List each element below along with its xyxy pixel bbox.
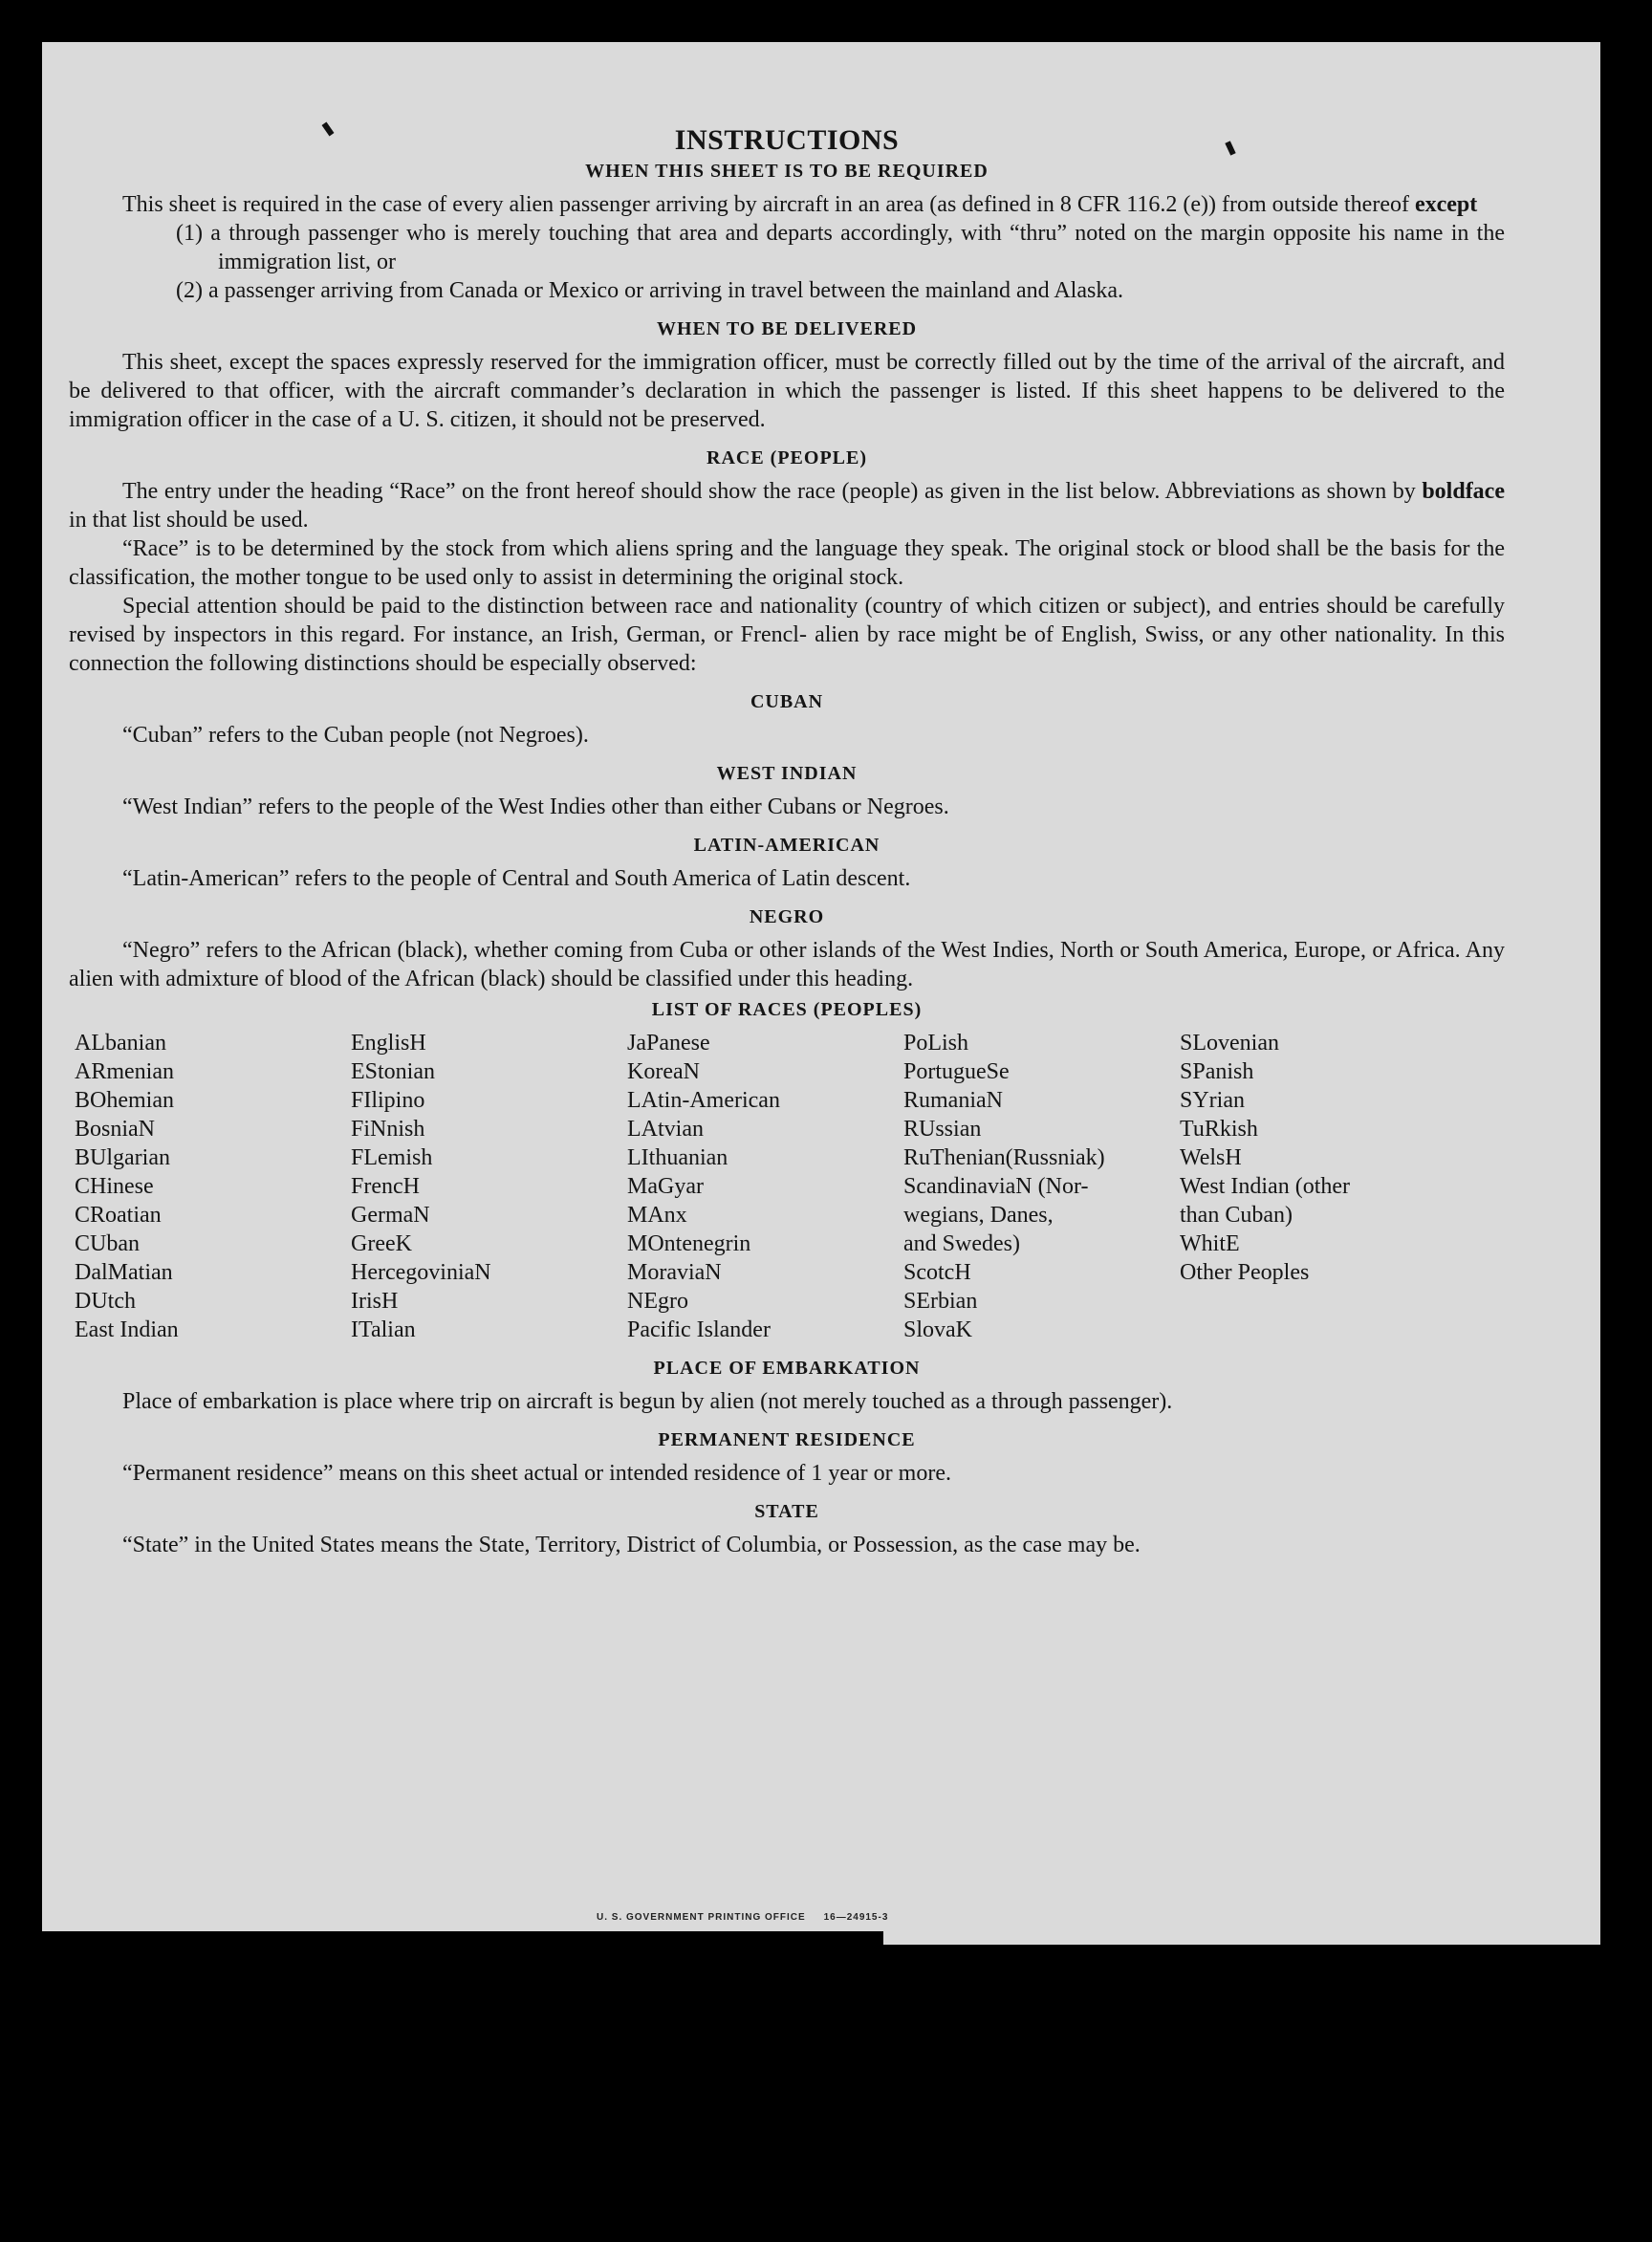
race-entry: NEgro [627,1289,688,1314]
race-entry: LAtvian [627,1117,704,1142]
heading-permanent-residence: PERMANENT RESIDENCE [658,1429,916,1450]
heading-delivered: WHEN TO BE DELIVERED [656,318,918,339]
except-word: except [1414,192,1478,217]
race-entry: ITalian [351,1317,416,1342]
race-entry: MaGyar [627,1174,704,1199]
heading-list-of-races: LIST OF RACES (PEOPLES) [651,999,923,1020]
west-indian-text: “West Indian” refers to the people of the West Indies other than either Cubans or Negroes. [122,794,949,819]
race-entry: MAnx [627,1203,687,1228]
required-item-1: (1) a through passenger who is merely touching that area and departs accordingly, with “thru” noted on the margin opposite his name in the immigration list, or [176,221,1505,274]
race-entry: GermaN [351,1203,430,1228]
race-entry: PortugueSe [903,1059,1010,1084]
race-entry: ALbanian [75,1031,166,1056]
race-entry: MOntenegrin [627,1231,751,1256]
race-entry: SYrian [1180,1088,1245,1113]
printing-office-imprint: U. S. GOVERNMENT PRINTING OFFICE 16—24915-3 [597,1912,889,1923]
race-entry: MoraviaN [627,1260,722,1285]
race-entry: RUssian [903,1117,982,1142]
race-entry: GreeK [351,1231,412,1256]
races-column-5 [1180,1029,1456,1344]
race-entry: FIlipino [351,1088,425,1113]
race-entry: LAtin-American [627,1088,780,1113]
race-entry: IrisH [351,1289,399,1314]
required-item-2: (2) a passenger arriving from Canada or Mexico or arriving in travel between the mainland and Alaska. [176,278,1123,303]
embarkation-text: Place of embarkation is place where trip on aircraft is begun by alien (not merely touched as a through passenger). [122,1389,1173,1414]
negro-text: “Negro” refers to the African (black), whether coming from Cuba or other islands of the West Indies, North or South America, Europe, or Africa. Any alien with admixture of blood of the African (black) should be classified under this heading. [69,938,1505,991]
race-entry: CRoatian [75,1203,162,1228]
race-entry: DUtch [75,1289,136,1314]
race-entry: Pacific Islander [627,1317,771,1342]
race-p1 [69,477,1505,534]
race-entry: KoreaN [627,1059,700,1084]
torn-edge [42,1931,883,1952]
races-column-3 [627,1029,903,1344]
race-entry: RuThenian(Russniak) [903,1145,1105,1170]
heading-cuban: CUBAN [750,691,824,712]
race-entry: RumaniaN [903,1088,1003,1113]
residence-text: “Permanent residence” means on this sheet actual or intended residence of 1 year or more. [122,1461,951,1486]
race-entry: West Indian (other than Cuban) [1180,1174,1351,1228]
race-entry: ScotcH [903,1260,971,1285]
race-entry: LIthuanian [627,1145,728,1170]
heading-embarkation: PLACE OF EMBARKATION [653,1358,921,1379]
race-entry: WelsH [1180,1145,1242,1170]
races-column-4 [903,1029,1180,1344]
race-entry: BosniaN [75,1117,155,1142]
race-entry: ARmenian [75,1059,174,1084]
race-entry: CHinese [75,1174,154,1199]
race-entry: EnglisH [351,1031,426,1056]
race-p3: Special attention should be paid to the distinction between race and nationality (country of which citizen or subject), and entries should be carefully revised by inspectors in this regard. For instance, an Irish, German, or Frencl‑ alien by race might be of English, Swiss, or any other nationality. In this connection the following distinctions should be especially observed: [69,594,1505,676]
race-entry: SLovenian [1180,1031,1279,1056]
race-entry: East Indian [75,1317,179,1342]
heading-negro: NEGRO [749,906,825,927]
heading-latin-american: LATIN-AMERICAN [693,835,880,856]
race-entry: SlovaK [903,1317,972,1342]
state-text: “State” in the United States means the State, Territory, District of Columbia, or Possession, as the case may be. [122,1533,1141,1557]
race-entry: PoLish [903,1031,969,1056]
race-entry: DalMatian [75,1260,173,1285]
document-sheet [42,42,1600,1945]
race-entry: HercegoviniaN [351,1260,491,1285]
race-entry: FiNnish [351,1117,425,1142]
race-entry: SPanish [1180,1059,1254,1084]
latin-american-text: “Latin-American” refers to the people of Central and South America of Latin descent. [122,866,911,891]
heading-required: WHEN THIS SHEET IS TO BE REQUIRED [585,161,989,182]
race-entry: CUban [75,1231,140,1256]
race-entry: EStonian [351,1059,435,1084]
race-entry: WhitE [1180,1231,1240,1256]
race-entry: TuRkish [1180,1117,1258,1142]
race-p2: “Race” is to be determined by the stock from which aliens spring and the language they speak. The original stock or blood shall be the basis for the classification, the mother tongue to be used only to assist in determining the original stock. [69,536,1505,590]
delivered-text: This sheet, except the spaces expressly reserved for the immigration officer, must be correctly filled out by the time of the arrival of the aircraft, and be delivered to that officer, with the aircraft commander’s declaration in which the passenger is listed. If this sheet happens to be delivered to the immigration officer in the case of a U. S. citizen, it should not be preserved. [69,350,1505,432]
race-p1-a: The entry under the heading “Race” on the front hereof should show the race (people) as given in the list below. Abbreviations as shown by [122,479,1416,504]
heading-state: STATE [754,1501,819,1522]
race-entry: JaPanese [627,1031,710,1056]
heading-west-indian: WEST INDIAN [716,763,858,784]
races-column-2 [351,1029,627,1344]
race-entry: BUlgarian [75,1145,170,1170]
cuban-text: “Cuban” refers to the Cuban people (not Negroes). [122,723,589,748]
race-entry: BOhemian [75,1088,174,1113]
instructions-content [69,124,1505,1559]
race-p1-bold: boldface [1422,479,1505,504]
race-p1-b: in that list should be used. [69,508,309,533]
race-entry: FrencH [351,1174,420,1199]
required-intro [69,190,1505,219]
races-column-1 [75,1029,351,1344]
page-title: INSTRUCTIONS [674,124,900,156]
race-entry: Other Peoples [1180,1260,1310,1285]
races-list [75,1029,1505,1344]
heading-race: RACE (PEOPLE) [706,447,867,468]
required-intro-text: This sheet is required in the case of every alien passenger arriving by aircraft in an area (as defined in 8 CFR 116.2 (e)) from outside thereof [122,192,1409,217]
race-entry: SErbian [903,1289,978,1314]
race-entry: ScandinaviaN (Nor- wegians, Danes, and Swedes) [903,1174,1089,1256]
race-entry: FLemish [351,1145,433,1170]
